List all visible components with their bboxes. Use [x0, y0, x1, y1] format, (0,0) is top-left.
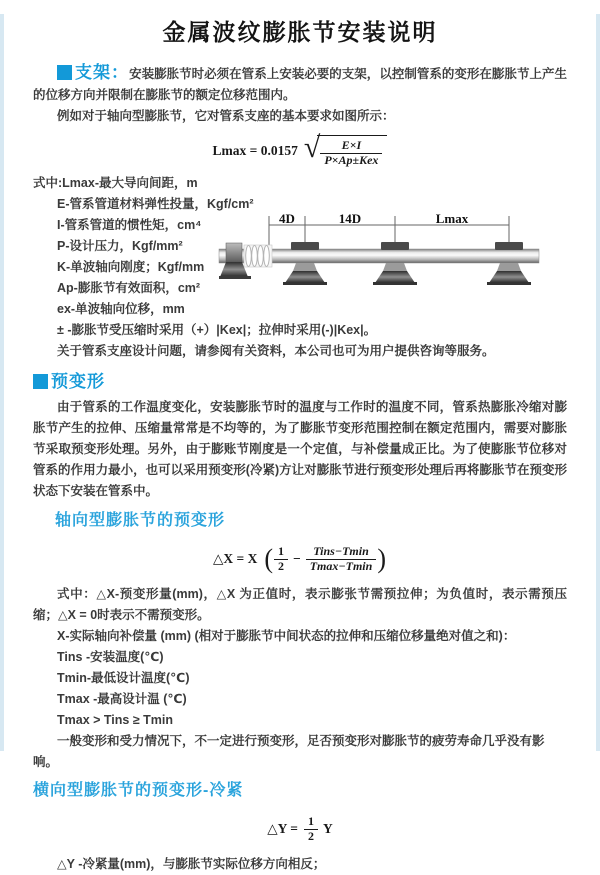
guide-support	[487, 242, 531, 285]
bellows-icon	[244, 245, 272, 267]
formula-axial-lhs: △X = X	[213, 551, 258, 566]
close-paren: )	[377, 543, 386, 574]
variables-block	[33, 173, 567, 320]
support-intro-paragraph	[33, 62, 567, 106]
formula-lmax-radicand	[317, 135, 387, 168]
document-content	[0, 62, 600, 875]
axial-item: Tmax -最高设计温 (℃)	[57, 692, 187, 706]
axial-general-note: 一般变形和受力情况下，不一定进行预变形，足否预变形对膨胀节的疲劳寿命几乎没有影响。	[33, 734, 545, 769]
axial-item: Tmax > Tins ≥ Tmin	[57, 713, 174, 727]
axial-subheading: 轴向型膨胀节的预变形	[55, 512, 226, 529]
diagram-label-14d: 14D	[338, 211, 362, 226]
support-section-heading: 支架：	[75, 63, 130, 82]
lateral-note: △Y -冷紧量(mm)，与膨胀节实际位移方向相反；	[57, 857, 326, 871]
axial-item: Tins -安装温度(℃)	[57, 650, 164, 664]
predeform-heading-row	[33, 371, 567, 394]
support-example-text: 例如对于轴向型膨胀节，它对管系支座的基本要求如图所示：	[57, 109, 395, 123]
axial-where-note: 式中：△X-预变形量(mm)，△X 为正值时，表示膨张节需预拉伸；为负值时，表示需预压缩；△X = 0时表示不需预变形。	[33, 587, 567, 622]
diagram-label-lmax: Lmax	[435, 211, 469, 226]
variable-line: K-单波轴向刚度；Kgf/mm	[57, 260, 205, 274]
formula-lmax-lhs: Lmax = 0.0157	[212, 143, 298, 158]
variable-line: 式中:Lmax-最大导向间距，m	[33, 176, 198, 190]
variable-line: Ap-膨胀节有效面积，cm²	[57, 281, 201, 295]
open-paren: (	[264, 543, 273, 574]
half-denominator: 2	[304, 829, 318, 844]
formula-lateral-rhs: Y	[322, 821, 333, 836]
pipe-support-diagram	[217, 213, 575, 291]
section-square-icon	[33, 374, 48, 389]
guide-support	[283, 242, 327, 285]
page-right-border	[596, 14, 600, 751]
lateral-subheading: 横向型膨胀节的预变形-冷紧	[33, 782, 244, 799]
half-numerator: 1	[307, 813, 314, 828]
formula-lmax	[33, 133, 567, 169]
section-square-icon	[57, 65, 72, 80]
variable-line: E-管系管道材料弹性投量，Kgf/cm²	[57, 197, 254, 211]
temp-denominator: Tmax−Tmin	[306, 559, 377, 574]
page-title: 金属波纹膨胀节安装说明	[162, 19, 438, 45]
pm-note-line: ± -膨胀节受压缩时采用（+）|Kex|；拉伸时采用(-)|Kex|。	[57, 323, 377, 337]
axial-item: Tmin-最低设计温度(℃)	[57, 671, 190, 685]
diagram-label-4d: 4D	[279, 211, 295, 226]
variable-line: P-设计压力，Kgf/mm²	[57, 239, 183, 253]
temperature-fraction	[306, 545, 377, 574]
document-page	[0, 14, 600, 871]
minus-operator: −	[293, 551, 301, 566]
variable-line: I-管系管道的惯性矩，cm⁴	[57, 218, 202, 232]
sqrt-radical-sign: √	[303, 131, 321, 164]
formula-lateral-lhs: △Y =	[267, 821, 298, 836]
guide-support	[373, 242, 417, 285]
axial-item: X-实际轴向补偿量 (mm) (相对于膨胀节中间状态的拉伸和压缩位移量绝对值之和)：	[57, 629, 516, 643]
half-fraction	[274, 545, 288, 574]
formula-lateral	[33, 810, 567, 848]
temp-numerator: Tins−Tmin	[313, 543, 369, 558]
predeform-paragraph: 由于管系的工作温度变化，安装膨胀节时的温度与工作时的温度不同，管系热膨胀冷缩对膨胀节产生的拉伸、压缩量常常是不均等的，为了膨胀节变形范围控制在额定范围内，需要对膨胀节采取预变形处理。另外，由于膨账节刚度是一个定值，与补偿量成正比。为了使膨胀节位移对管系的作用力最小，也可以采用预变形(冷紧)方让对膨胀节进行预变形处理后再将膨胀节在预变形状态下安装在管系中。	[33, 400, 567, 498]
consult-note-line: 关于管系支座设计问题，请参阅有关资料，本公司也可为用户提供咨询等服务。	[57, 344, 495, 358]
predeform-section-heading: 预变形	[51, 372, 105, 391]
half-denominator: 2	[274, 559, 288, 574]
half-numerator: 1	[278, 543, 284, 558]
formula-axial	[33, 538, 567, 580]
half-fraction	[304, 815, 318, 844]
formula-lmax-denominator: P×Ap±Kex	[320, 153, 382, 168]
support-intro-text: 安装膨胀节时必须在管系上安装必要的支架，以控制管系的变形在膨胀节上产生的位移方向并限制在膨胀节的额定位移范围内。	[33, 67, 567, 102]
variable-line: ex-单波轴向位移，mm	[57, 302, 185, 316]
page-left-border	[0, 14, 4, 751]
formula-lmax-numerator: E×I	[341, 137, 362, 152]
